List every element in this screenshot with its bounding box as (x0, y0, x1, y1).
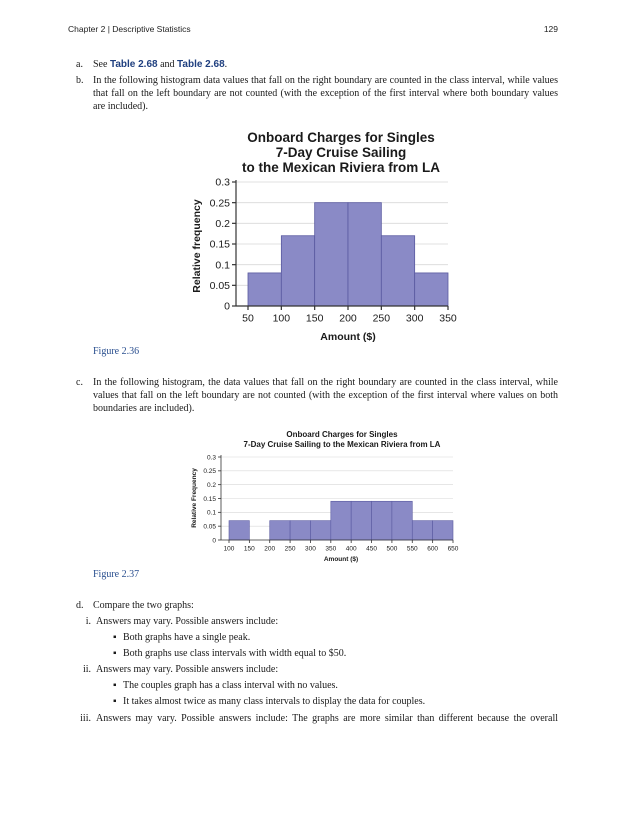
x-tick-label: 300 (405, 312, 424, 325)
y-tick-label: 0.3 (215, 176, 230, 189)
figure-2-36-label: Figure 2.36 (93, 346, 140, 357)
bullet-item (113, 647, 347, 660)
chart2-title-line-1: Onboard Charges for Singles (286, 430, 398, 439)
y-tick-label: 0 (212, 537, 216, 545)
chart1-title-line-3: to the Mexican Riviera from LA (241, 160, 441, 175)
x-tick-label: 100 (223, 545, 235, 553)
x-tick-label: 150 (305, 312, 324, 325)
bullet-text: Both graphs use class intervals with width equal to $50. (123, 648, 347, 659)
x-tick-label: 550 (406, 545, 418, 553)
histogram-bar (281, 236, 314, 306)
chart1-title (242, 130, 440, 175)
x-tick-label: 400 (345, 545, 357, 553)
histogram-singles-chart (150, 122, 480, 344)
page-number: 129 (543, 24, 558, 34)
item-b-text: In the following histogram data values that fall on the right boundary are counted in the class interval, while values that fall on the left boundary are not counted (with the exception of the first interval where both boundary values are included). (93, 75, 558, 113)
bullet-square-icon: ▪ (113, 696, 117, 707)
item-c (76, 376, 558, 416)
x-tick-label: 350 (325, 545, 337, 553)
sub-item-iii-text: Answers may vary. Possible answers include: The graphs are more similar than different because the overall (96, 713, 558, 724)
page-header (68, 24, 558, 38)
bullet-text: It takes almost twice as many class intervals to display the data for couples. (123, 696, 426, 707)
x-tick-label: 350 (439, 312, 457, 325)
item-a (76, 58, 558, 71)
y-tick-label: 0.1 (206, 509, 216, 517)
chart2-title-line-2: 7-Day Cruise Sailing to the Mexican Riviera from LA (243, 440, 441, 449)
x-tick-label: 450 (366, 545, 377, 553)
sub-item-i (85, 615, 558, 628)
x-tick-label: 200 (339, 312, 357, 325)
bullet-item (113, 631, 251, 644)
item-a-end: . (224, 59, 228, 70)
histogram-bar (415, 273, 448, 306)
bullet-item (113, 695, 426, 708)
histogram-bar (433, 521, 453, 540)
sub-item-ii-text: Answers may vary. Possible answers include: (96, 664, 279, 675)
histogram-bar (310, 521, 330, 540)
y-tick-label: 0.25 (209, 197, 230, 210)
chapter-title: Chapter 2 | Descriptive Statistics (68, 24, 191, 34)
sub-item-i-text: Answers may vary. Possible answers include: (96, 616, 279, 627)
x-tick-label: 250 (372, 312, 391, 325)
histogram-bar (290, 521, 310, 540)
table-link-1[interactable]: Table 2.68 (109, 59, 158, 70)
x-tick-label: 150 (243, 545, 255, 553)
x-tick-label: 500 (386, 545, 398, 553)
chart2-x-axis-label: Amount ($) (323, 556, 359, 563)
item-d-text: Compare the two graphs: (93, 600, 194, 611)
chart2-y-axis-label: Relative Frequency (191, 468, 198, 528)
item-a-marker: a. (76, 59, 83, 70)
bullet-square-icon: ▪ (113, 632, 117, 643)
y-tick-label: 0.1 (215, 259, 230, 272)
chart2-title (244, 430, 441, 449)
histogram-bar (412, 521, 432, 540)
x-tick-label: 200 (264, 545, 276, 553)
histogram-couples-chart (185, 426, 475, 566)
bullet-item (113, 679, 338, 692)
histogram-bar (392, 501, 412, 540)
y-tick-label: 0.15 (203, 495, 216, 503)
x-tick-label: 300 (305, 545, 316, 553)
sub-item-i-marker: i. (85, 616, 91, 627)
bullet-text: The couples graph has a class interval with no values. (123, 680, 338, 691)
item-b (76, 74, 558, 114)
item-d (76, 599, 558, 612)
item-b-marker: b. (76, 75, 84, 86)
histogram-bar (331, 501, 351, 540)
histogram-bar (229, 521, 249, 540)
histogram-bar (248, 273, 281, 306)
chart1-title-line-2: 7-Day Cruise Sailing (275, 145, 407, 160)
item-c-text: In the following histogram, the data values that fall on the right boundary are counted in the class interval, while values that fall on the left boundary are not counted (with the exception of the first interval where values on both boundaries are included). (93, 377, 558, 415)
y-tick-label: 0.15 (209, 238, 230, 251)
x-tick-label: 650 (447, 545, 459, 553)
chart1-title-line-1: Onboard Charges for Singles (247, 130, 435, 145)
histogram-bar (270, 521, 290, 540)
bullet-text: Both graphs have a single peak. (123, 632, 251, 643)
sub-item-ii (82, 663, 558, 676)
chart1-y-axis-label: Relative frequency (191, 199, 203, 293)
x-tick-label: 600 (427, 545, 439, 553)
y-tick-label: 0.25 (203, 468, 216, 476)
y-tick-label: 0.2 (206, 481, 216, 489)
sub-item-iii-marker: iii. (80, 713, 91, 724)
item-c-marker: c. (76, 377, 83, 388)
item-d-marker: d. (76, 600, 84, 611)
histogram-bar (348, 203, 381, 306)
item-a-conj: and (160, 59, 175, 70)
table-link-2[interactable]: Table 2.68 (177, 59, 225, 70)
sub-item-iii (80, 712, 558, 725)
sub-item-ii-marker: ii. (82, 664, 91, 675)
x-tick-label: 100 (272, 312, 291, 325)
y-tick-label: 0.05 (203, 523, 216, 531)
item-a-prefix: See (93, 59, 108, 70)
chart1-x-axis-label: Amount ($) (320, 331, 376, 343)
bullet-square-icon: ▪ (113, 680, 117, 691)
histogram-bar (381, 236, 414, 306)
x-tick-label: 250 (284, 545, 296, 553)
x-tick-label: 50 (242, 312, 254, 325)
figure-2-37-label: Figure 2.37 (93, 569, 140, 580)
y-tick-label: 0 (224, 300, 230, 313)
y-tick-label: 0.2 (215, 218, 230, 231)
histogram-bar (315, 203, 348, 306)
y-tick-label: 0.3 (206, 454, 216, 462)
histogram-bar (372, 501, 392, 540)
y-tick-label: 0.05 (209, 280, 230, 293)
histogram-bar (351, 501, 371, 540)
bullet-square-icon: ▪ (113, 648, 117, 659)
